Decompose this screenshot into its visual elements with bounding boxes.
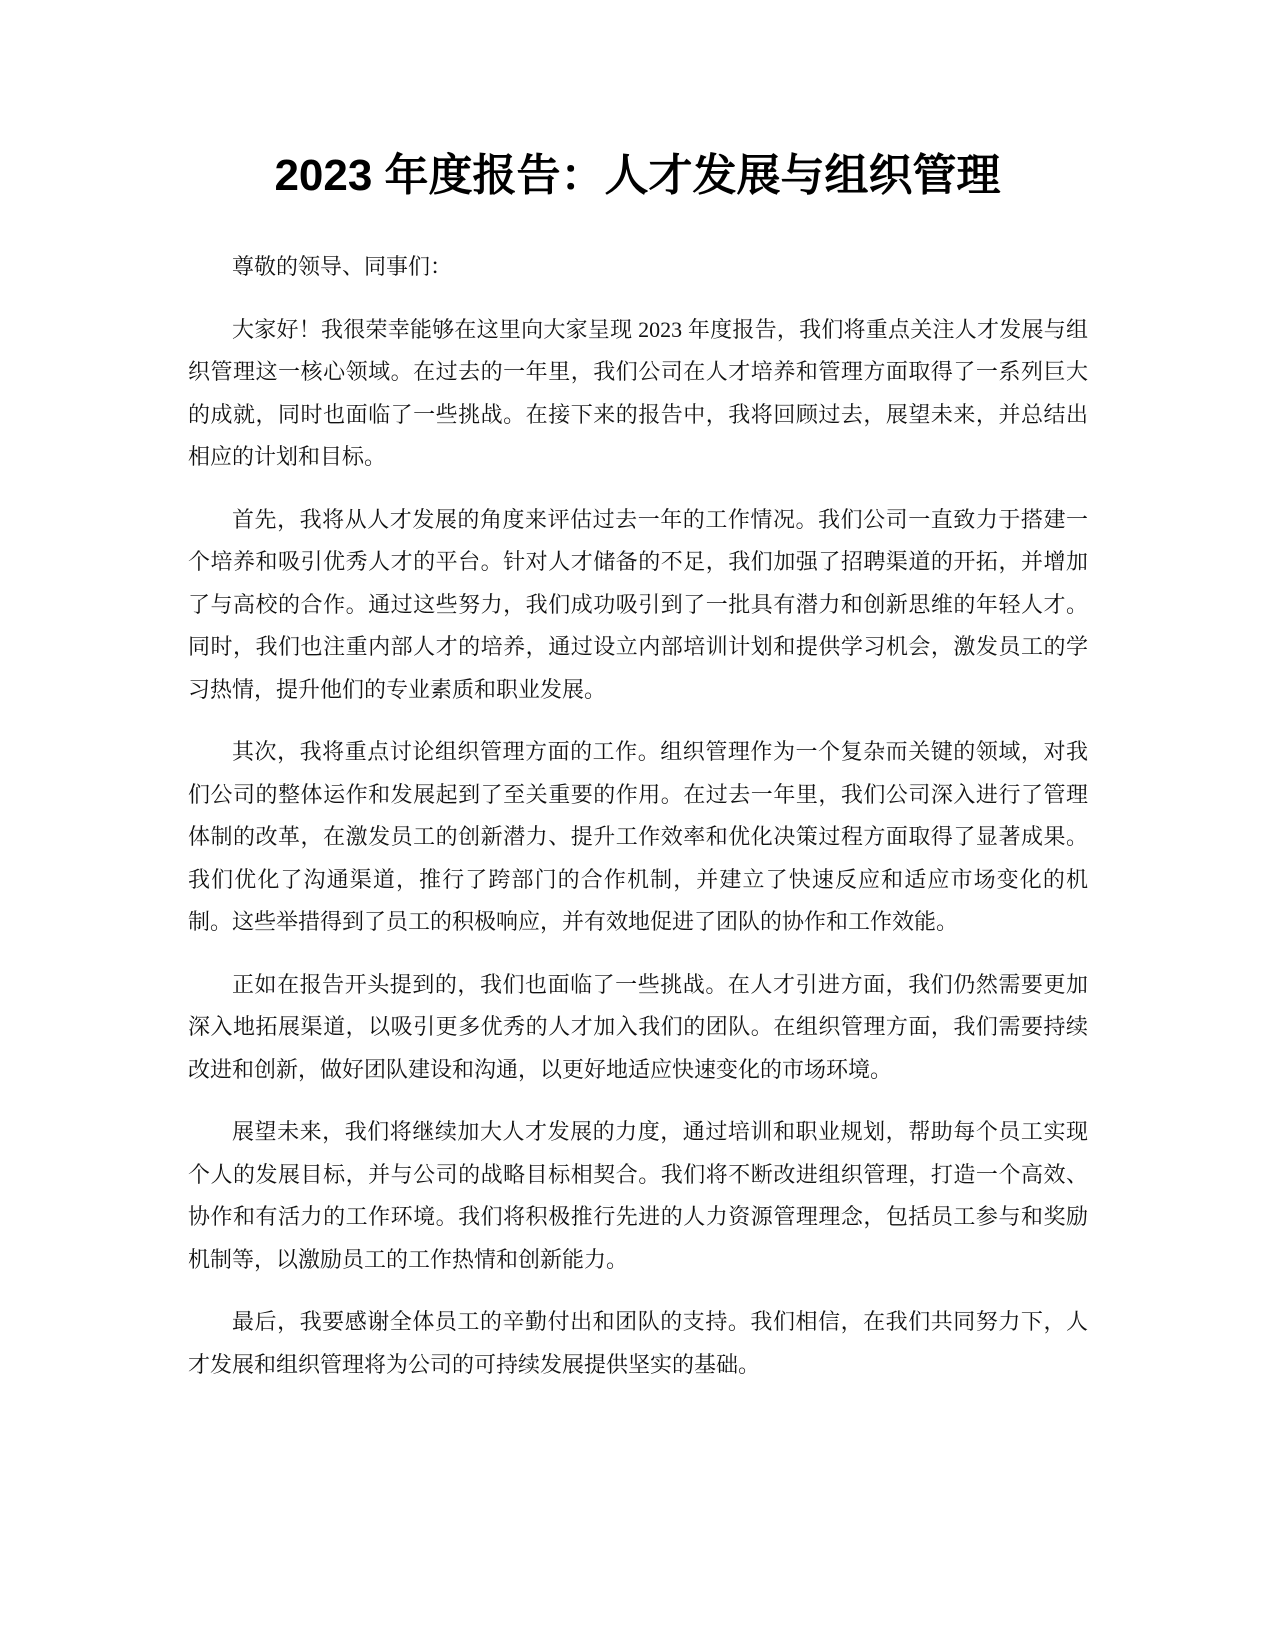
body-paragraph: 大家好！我很荣幸能够在这里向大家呈现 2023 年度报告，我们将重点关注人才发展与组织管理这一核心领域。在过去的一年里，我们公司在人才培养和管理方面取得了一系列巨大的成就，同时也面临了一些挑战。在接下来的报告中，我将回顾过去，展望未来，并总结出相应的计划和目标。 [188, 316, 1088, 469]
document-title: 2023 年度报告：人才发展与组织管理 [274, 151, 1001, 200]
closing-paragraph: 最后，我要感谢全体员工的辛勤付出和团队的支持。我们相信，在我们共同努力下，人才发展和组织管理将为公司的可持续发展提供坚实的基础。 [188, 1309, 1088, 1377]
document-body [188, 246, 1088, 1406]
body-paragraph: 首先，我将从人才发展的角度来评估过去一年的工作情况。我们公司一直致力于搭建一个培养和吸引优秀人才的平台。针对人才储备的不足，我们加强了招聘渠道的开拓，并增加了与高校的合作。通过这些努力，我们成功吸引到了一批具有潜力和创新思维的年轻人才。同时，我们也注重内部人才的培养，通过设立内部培训计划和提供学习机会，激发员工的学习热情，提升他们的专业素质和职业发展。 [188, 506, 1088, 702]
body-paragraph: 其次，我将重点讨论组织管理方面的工作。组织管理作为一个复杂而关键的领域，对我们公司的整体运作和发展起到了至关重要的作用。在过去一年里，我们公司深入进行了管理体制的改革，在激发员工的创新潜力、提升工作效率和优化决策过程方面取得了显著成果。我们优化了沟通渠道，推行了跨部门的合作机制，并建立了快速反应和适应市场变化的机制。这些举措得到了员工的积极响应，并有效地促进了团队的协作和工作效能。 [188, 739, 1088, 934]
salutation-paragraph: 尊敬的领导、同事们： [232, 254, 453, 279]
body-paragraph: 正如在报告开头提到的，我们也面临了一些挑战。在人才引进方面，我们仍然需要更加深入地拓展渠道，以吸引更多优秀的人才加入我们的团队。在组织管理方面，我们需要持续改进和创新，做好团队建设和沟通，以更好地适应快速变化的市场环境。 [188, 971, 1088, 1082]
body-paragraph: 展望未来，我们将继续加大人才发展的力度，通过培训和职业规划，帮助每个员工实现个人的发展目标，并与公司的战略目标相契合。我们将不断改进组织管理，打造一个高效、协作和有活力的工作环境。我们将积极推行先进的人力资源管理理念，包括员工参与和奖励机制等，以激励员工的工作热情和创新能力。 [188, 1119, 1088, 1272]
